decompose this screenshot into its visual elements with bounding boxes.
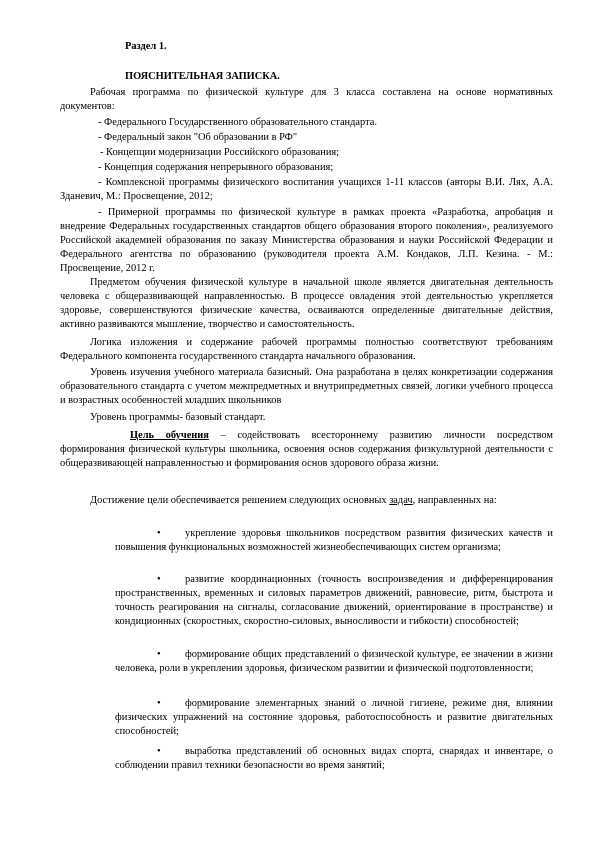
goal-label: Цель обучения <box>130 430 209 441</box>
document-item-1: - Федерального Государственного образовательного стандарта. <box>98 117 377 128</box>
document-title: ПОЯСНИТЕЛЬНАЯ ЗАПИСКА. <box>125 71 280 82</box>
program-level-paragraph: Уровень программы- базовый стандарт. <box>90 412 266 423</box>
task-text-5: выработка представлений об основных видах спорта, снарядах и инвентаре, о соблюдении правил техники безопасности во время занятий; <box>115 746 553 771</box>
task-text-3: формирование общих представлений о физической культуре, ее значении в жизни человека, роли в укреплении здоровья, физическом развитии и физической подготовленности; <box>115 649 553 674</box>
tasks-intro-paragraph <box>60 494 553 508</box>
task-item-2 <box>115 573 553 629</box>
document-item-2: - Федеральный закон "Об образовании в РФ" <box>98 132 298 143</box>
bullet: • <box>157 574 161 585</box>
document-item-5: - Комплексной программы физического воспитания учащихся 1-11 классов (авторы В.И. Лях, А.А. Зданевич, М.: Просвещение, 2012; <box>60 177 553 202</box>
task-item-1 <box>115 527 553 555</box>
task-item-4 <box>115 697 553 739</box>
logic-paragraph: Логика изложения и содержание рабочей программы полностью соответствуют требованиям Федерального компонента государственного стандарта начального образования. <box>60 337 553 362</box>
task-item-5 <box>115 745 553 773</box>
bullet: • <box>157 649 161 660</box>
task-text-1: укрепление здоровья школьников посредством развития физических качеств и повышения функциональных возможностей жизнеобеспечивающих систем организма; <box>115 528 553 553</box>
bullet: • <box>157 698 161 709</box>
goal-paragraph <box>60 429 553 471</box>
level-paragraph: Уровень изучения учебного материала базисный. Она разработана в целях конкретизации содержания образовательного стандарта с учетом межпредметных и внутрипредметных связей, логики учебного процесса и возрастных особенностей младших школьников <box>60 367 553 406</box>
bullet: • <box>157 746 161 757</box>
task-text-4: формирование элементарных знаний о личной гигиене, режиме дня, влиянии физических упражнений на состояние здоровья, работоспособность и развитие двигательных способностей; <box>115 698 553 737</box>
tasks-intro-before: Достижение цели обеспечивается решением следующих основных <box>90 495 390 506</box>
task-item-3 <box>115 648 553 676</box>
tasks-intro-after: , направленных на: <box>412 495 497 506</box>
bullet: • <box>157 528 161 539</box>
subject-paragraph: Предметом обучения физической культуре в начальной школе является двигательная деятельность человека с общеразвивающей направленностью. В процессе овладения этой деятельностью укрепляется здоровье, совершенствуются физические качества, осваиваются определенные двигательные действия, активно развиваются мышление, творчество и самостоятельность. <box>60 277 553 330</box>
document-item-3: - Концепции модернизации Российского образования; <box>100 147 340 158</box>
tasks-word: задач <box>389 495 413 506</box>
intro-paragraph: Рабочая программа по физической культуре для 3 класса составлена на основе нормативных документов: <box>60 87 553 112</box>
goal-text: – содействовать всестороннему развитию личности посредством формирования физической культуры школьника, освоения основ содержания физкультурной деятельности с общеразвивающей направленностью и формирования основ здорового образа жизни. <box>60 430 554 469</box>
section-label: Раздел 1. <box>125 41 167 52</box>
task-text-2: развитие координационных (точность воспроизведения и дифференцирования пространственных, временных и силовых параметров движений, равновесие, ритм, быстрота и точность реагирования на сигналы, согласование движений, ориентирование в пространстве) и кондиционных (скоростных, скоростно-силовых, выносливости и гибкости) способностей; <box>115 574 553 627</box>
document-item-4: - Концепция содержания непрерывного образования; <box>98 162 334 173</box>
document-item-6: - Примерной программы по физической культуре в рамках проекта «Разработка, апробация и внедрение Федеральных государственных стандартов общего образования второго поколения», реализуемого Российской академией образования по заказу Министерства образования и науки Российской Федерации и Федерального агентства по образованию (руководителя проекта А.М. Кондаков, Л.П. Кезина. - М.: Просвещение, 2012 г. <box>60 207 553 274</box>
